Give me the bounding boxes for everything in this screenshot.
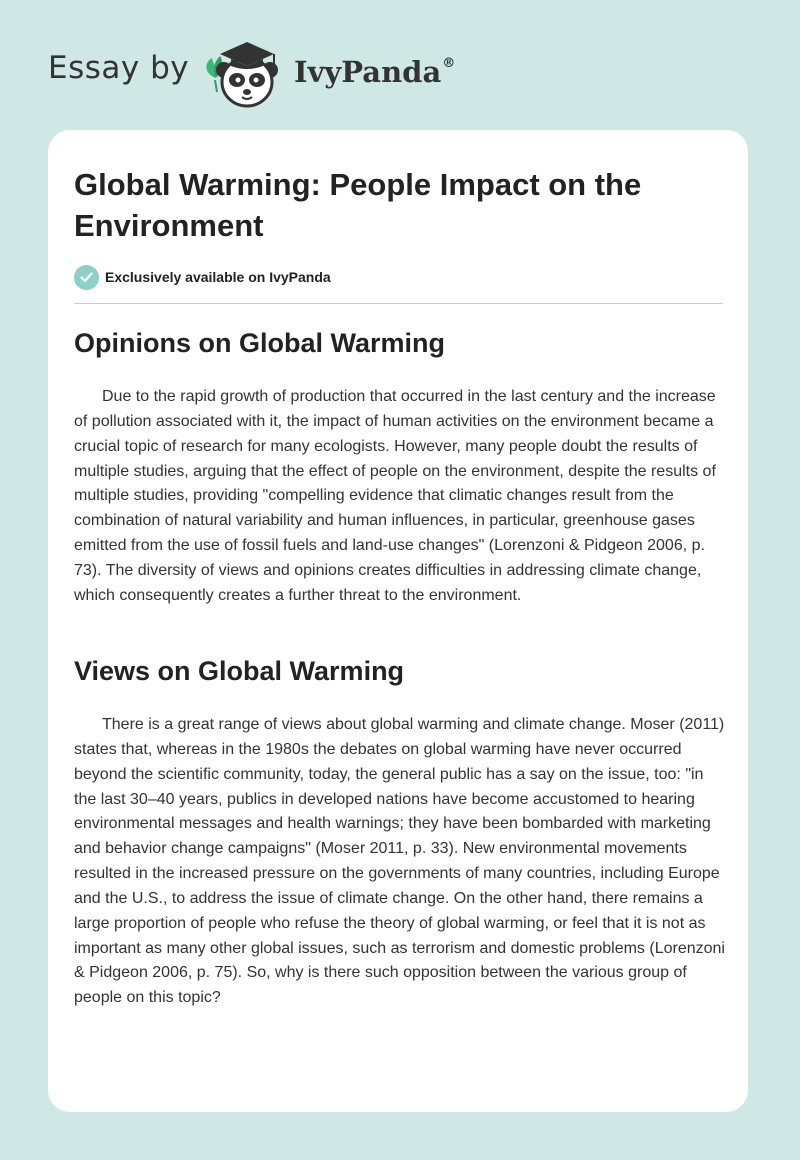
section-paragraph-views: There is a great range of views about global warming and climate change. Moser (2011) states that, whereas in the 1980s the debates on global warming have never occurred beyond the scientific community, today, the general public has a say on the issue, too: "in the last 30–40 years, publics in developed nations have become accustomed to hearing environmental messages and health warnings; they have been bombarded with marketing and behavior change campaigns" (Moser 2011, p. 33). New environmental movements resulted in the increased pressure on the governments of many countries, including Europe and the U.S., to address the issue of climate change. On the other hand, there remains a large proportion of people who refuse the theory of global warming, or feel that it is not as important as many other global issues, such as terrorism and domestic problems (Lorenzoni & Pidgeon 2006, p. 75). So, why is there such opposition between the various group of people on this topic?	[74, 716, 725, 1007]
check-icon	[74, 265, 99, 290]
brand-name[interactable]	[294, 55, 455, 89]
brand-name-text: IvyPanda	[294, 55, 442, 89]
registered-mark: ®	[442, 56, 456, 72]
page-title: Global Warming: People Impact on the Environment	[74, 167, 642, 243]
section-heading-opinions: Opinions on Global Warming	[74, 328, 445, 358]
section-heading-views: Views on Global Warming	[74, 656, 405, 686]
essay-by-label: Essay by	[48, 50, 190, 86]
site-header	[0, 0, 800, 130]
badge-text: Exclusively available on IvyPanda	[105, 269, 331, 285]
article-card	[48, 130, 748, 1112]
panda-graduate-icon[interactable]	[198, 34, 292, 110]
section-paragraph-opinions: Due to the rapid growth of production that occurred in the last century and the increase of pollution associated with it, the impact of human activities on the environment became a crucial topic of research for many ecologists. However, many people doubt the results of multiple studies, arguing that the effect of people on the environment, despite the results of multiple studies, providing "compelling evidence that climatic changes result from the combination of natural variability and human influences, in particular, greenhouse gases emitted from the use of fossil fuels and land-use changes" (Lorenzoni & Pidgeon 2006, p. 73). The diversity of views and opinions creates difficulties in addressing climate change, which consequently creates a further threat to the environment.	[74, 388, 716, 604]
divider	[74, 303, 723, 304]
exclusive-badge	[74, 264, 331, 290]
